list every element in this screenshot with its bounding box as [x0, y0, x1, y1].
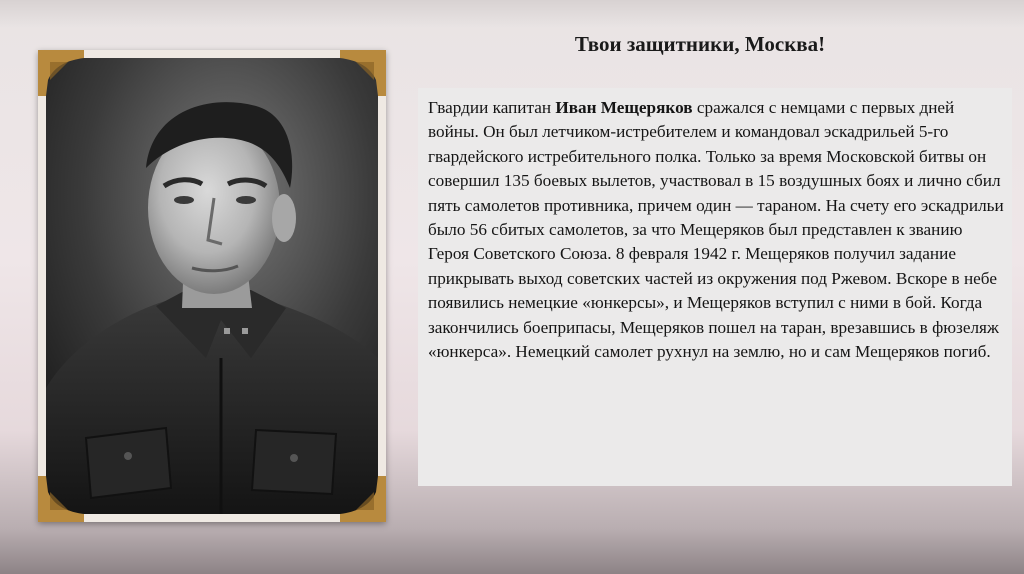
bio-paragraph [428, 96, 1006, 364]
frame-corner-bottom-left [38, 476, 84, 522]
frame-corner-bottom-right [340, 476, 386, 522]
portrait-illustration [46, 58, 378, 514]
frame-corner-top-left [38, 50, 84, 96]
frame-corner-top-right [340, 50, 386, 96]
top-shade [0, 0, 1024, 28]
bio-text: сражался с немцами с первых дней войны. Он был летчиком-истребителем и командовал эскадрильей 5-го гвардейского истребительного полка. Только за время Московской битвы он совершил 135 боевых вылетов, участвовал в 15 воздушных боях и лично сбил пять самолетов противника, причем один — тараном. На счету его эскадрильи было 56 сбитых самолетов, за что Мещеряков был представлен к званию Героя Советского Союза. 8 февраля 1942 г. Мещеряков получил задание прикрывать выход советских частей из окружения под Ржевом. Вскоре в небе появились немецкие «юнкерсы», и Мещеряков вступил с ними в бой. Когда закончились боеприпасы, Мещеряков пошел на таран, врезавшись в фюзеляж «юнкерса». Немецкий самолет рухнул на землю, но и сам Мещеряков погиб. [428, 98, 1004, 362]
bio-text-box [418, 88, 1012, 486]
photo-frame [38, 50, 386, 522]
bio-name: Иван Мещеряков [555, 98, 693, 117]
bio-prefix: Гвардии капитан [428, 98, 556, 117]
slide-title: Твои защитники, Москва! [574, 32, 826, 56]
portrait-photo [46, 58, 378, 514]
